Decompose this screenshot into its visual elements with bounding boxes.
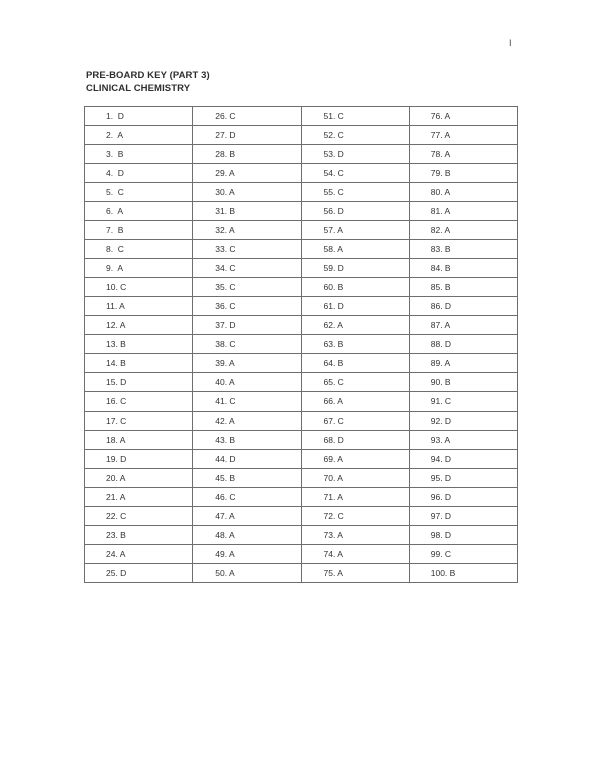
table-row — [85, 354, 518, 373]
answer-text: 10. C — [106, 282, 127, 293]
answer-cell — [409, 411, 517, 430]
answer-text: 8. C — [106, 244, 124, 255]
answer-text: 99. C — [430, 548, 452, 559]
answer-cell — [301, 487, 409, 506]
answer-cell — [409, 468, 517, 487]
answer-text: 17. C — [106, 415, 127, 426]
answer-cell — [193, 202, 301, 221]
answer-cell — [85, 525, 193, 544]
answer-text: 98. D — [430, 529, 452, 540]
answer-cell — [301, 107, 409, 126]
answer-cell — [85, 430, 193, 449]
answer-cell — [301, 373, 409, 392]
answer-text: 60. B — [323, 282, 344, 293]
answer-cell — [85, 449, 193, 468]
answer-cell — [409, 240, 517, 259]
answer-text: 18. A — [106, 434, 126, 445]
answer-cell — [193, 563, 301, 582]
answer-text: 91. C — [430, 396, 452, 407]
answer-cell — [193, 240, 301, 259]
answer-cell — [193, 126, 301, 145]
answer-cell — [409, 202, 517, 221]
answer-text: 42. A — [215, 415, 235, 426]
table-row — [85, 525, 518, 544]
answer-cell — [193, 430, 301, 449]
answer-text: 9. A — [106, 263, 124, 274]
answer-cell — [409, 544, 517, 563]
answer-text: 46. C — [215, 491, 236, 502]
table-row — [85, 183, 518, 202]
answer-cell — [301, 202, 409, 221]
answer-text: 33. C — [215, 244, 236, 255]
answer-cell — [301, 525, 409, 544]
answer-cell — [409, 449, 517, 468]
answer-cell — [85, 335, 193, 354]
table-row — [85, 126, 518, 145]
answer-text: 47. A — [215, 510, 235, 521]
answer-cell — [193, 525, 301, 544]
answer-cell — [301, 506, 409, 525]
answer-text: 19. D — [106, 453, 127, 464]
table-row — [85, 164, 518, 183]
answer-text: 4. D — [106, 168, 124, 179]
answer-text: 52. C — [323, 130, 344, 141]
answer-cell — [409, 145, 517, 164]
answer-text: 84. B — [430, 263, 451, 274]
answer-text: 15. D — [106, 377, 127, 388]
answer-cell — [409, 107, 517, 126]
answer-cell — [409, 164, 517, 183]
table-row — [85, 145, 518, 164]
answer-cell — [301, 126, 409, 145]
answer-cell — [85, 411, 193, 430]
answer-cell — [85, 107, 193, 126]
answer-cell — [193, 183, 301, 202]
answer-text: 61. D — [323, 301, 344, 312]
answer-text: 63. B — [323, 339, 344, 350]
answer-cell — [85, 183, 193, 202]
table-row — [85, 335, 518, 354]
answer-text: 28. B — [215, 149, 236, 160]
answer-cell — [409, 316, 517, 335]
answer-text: 72. C — [323, 510, 344, 521]
answer-text: 100. B — [430, 567, 456, 578]
answer-cell — [409, 506, 517, 525]
answer-text: 7. B — [106, 225, 124, 236]
answer-text: 89. A — [430, 358, 451, 369]
table-row — [85, 107, 518, 126]
table-row — [85, 468, 518, 487]
answer-text: 65. C — [323, 377, 344, 388]
answer-text: 87. A — [430, 320, 451, 331]
answer-cell — [193, 107, 301, 126]
answer-text: 67. C — [323, 415, 344, 426]
answer-cell — [409, 430, 517, 449]
document-title: PRE-BOARD KEY (PART 3) — [86, 70, 210, 81]
answer-cell — [301, 392, 409, 411]
answer-text: 20. A — [106, 472, 126, 483]
answer-text: 12. A — [106, 320, 126, 331]
answer-cell — [193, 164, 301, 183]
answer-text: 22. C — [106, 510, 127, 521]
answer-cell — [193, 373, 301, 392]
answer-cell — [193, 487, 301, 506]
answer-text: 93. A — [430, 434, 451, 445]
page-number: I — [509, 38, 512, 48]
answer-text: 66. A — [323, 396, 343, 407]
answer-cell — [409, 487, 517, 506]
answer-text: 53. D — [323, 149, 344, 160]
answer-text: 3. B — [106, 149, 124, 160]
answer-text: 69. A — [323, 453, 343, 464]
answer-text: 36. C — [215, 301, 236, 312]
answer-cell — [193, 506, 301, 525]
answer-cell — [301, 354, 409, 373]
answer-cell — [301, 468, 409, 487]
answer-text: 70. A — [323, 472, 343, 483]
answer-text: 37. D — [215, 320, 236, 331]
answer-cell — [85, 297, 193, 316]
table-row — [85, 259, 518, 278]
answer-text: 55. C — [323, 187, 344, 198]
answer-cell — [409, 354, 517, 373]
answer-text: 45. B — [215, 472, 236, 483]
answer-cell — [409, 373, 517, 392]
answer-cell — [409, 278, 517, 297]
table-row — [85, 202, 518, 221]
answer-text: 97. D — [430, 510, 452, 521]
answer-text: 41. C — [215, 396, 236, 407]
table-row — [85, 506, 518, 525]
answer-text: 40. A — [215, 377, 235, 388]
answer-text: 39. A — [215, 358, 235, 369]
answer-cell — [409, 221, 517, 240]
answer-cell — [85, 316, 193, 335]
answer-text: 49. A — [215, 548, 235, 559]
answer-text: 27. D — [215, 130, 236, 141]
answer-text: 16. C — [106, 396, 127, 407]
answer-text: 38. C — [215, 339, 236, 350]
answer-cell — [193, 278, 301, 297]
answer-cell — [409, 183, 517, 202]
answer-cell — [193, 544, 301, 563]
answer-text: 29. A — [215, 168, 235, 179]
table-row — [85, 449, 518, 468]
answer-cell — [301, 449, 409, 468]
answer-text: 58. A — [323, 244, 343, 255]
answer-text: 77. A — [430, 130, 451, 141]
answer-text: 54. C — [323, 168, 344, 179]
answer-text: 90. B — [430, 377, 451, 388]
answer-cell — [301, 183, 409, 202]
answer-text: 2. A — [106, 130, 124, 141]
answer-text: 76. A — [430, 111, 451, 122]
answer-text: 68. D — [323, 434, 344, 445]
answer-text: 44. D — [215, 453, 236, 464]
answer-cell — [301, 221, 409, 240]
answer-cell — [301, 278, 409, 297]
table-row — [85, 563, 518, 582]
table-row — [85, 240, 518, 259]
answer-cell — [193, 221, 301, 240]
answer-text: 73. A — [323, 529, 343, 540]
answer-text: 24. A — [106, 548, 126, 559]
answer-cell — [193, 449, 301, 468]
answer-text: 11. A — [106, 301, 125, 312]
answer-text: 30. A — [215, 187, 235, 198]
answer-text: 6. A — [106, 206, 124, 217]
answer-text: 75. A — [323, 567, 343, 578]
answer-cell — [301, 563, 409, 582]
answer-cell — [85, 563, 193, 582]
answer-key-table — [84, 106, 518, 583]
answer-cell — [85, 278, 193, 297]
answer-cell — [409, 335, 517, 354]
answer-text: 74. A — [323, 548, 343, 559]
answer-cell — [301, 259, 409, 278]
answer-text: 56. D — [323, 206, 344, 217]
answer-cell — [409, 259, 517, 278]
answer-text: 80. A — [430, 187, 451, 198]
answer-cell — [301, 411, 409, 430]
answer-cell — [409, 525, 517, 544]
answer-text: 34. C — [215, 263, 236, 274]
answer-text: 95. D — [430, 472, 452, 483]
answer-cell — [193, 335, 301, 354]
answer-cell — [85, 354, 193, 373]
answer-text: 26. C — [215, 111, 236, 122]
answer-text: 86. D — [430, 301, 452, 312]
answer-text: 50. A — [215, 567, 235, 578]
answer-cell — [193, 468, 301, 487]
answer-cell — [193, 354, 301, 373]
table-row — [85, 411, 518, 430]
answer-text: 96. D — [430, 491, 452, 502]
answer-cell — [85, 259, 193, 278]
answer-cell — [85, 468, 193, 487]
answer-cell — [85, 221, 193, 240]
answer-text: 31. B — [215, 206, 236, 217]
answer-cell — [301, 297, 409, 316]
table-row — [85, 297, 518, 316]
answer-cell — [301, 164, 409, 183]
answer-text: 78. A — [430, 149, 451, 160]
answer-text: 59. D — [323, 263, 344, 274]
answer-text: 71. A — [323, 491, 343, 502]
answer-text: 5. C — [106, 187, 124, 198]
answer-text: 13. B — [106, 339, 126, 350]
answer-text: 82. A — [430, 225, 451, 236]
answer-cell — [193, 316, 301, 335]
answer-cell — [193, 392, 301, 411]
answer-text: 94. D — [430, 453, 452, 464]
answer-text: 48. A — [215, 529, 235, 540]
answer-cell — [409, 297, 517, 316]
answer-text: 85. B — [430, 282, 451, 293]
answer-text: 64. B — [323, 358, 344, 369]
answer-cell — [85, 392, 193, 411]
answer-cell — [85, 487, 193, 506]
answer-cell — [301, 335, 409, 354]
table-row — [85, 373, 518, 392]
document-header — [86, 69, 210, 95]
answer-text: 14. B — [106, 358, 126, 369]
answer-text: 81. A — [430, 206, 451, 217]
answer-cell — [193, 145, 301, 164]
answer-text: 51. C — [323, 111, 344, 122]
answer-cell — [193, 297, 301, 316]
answer-text: 23. B — [106, 529, 126, 540]
answer-text: 62. A — [323, 320, 343, 331]
table-row — [85, 392, 518, 411]
table-row — [85, 544, 518, 563]
answer-cell — [301, 240, 409, 259]
answer-text: 79. B — [430, 168, 451, 179]
table-row — [85, 278, 518, 297]
answer-cell — [301, 316, 409, 335]
answer-text: 1. D — [106, 111, 124, 122]
answer-text: 32. A — [215, 225, 235, 236]
answer-cell — [85, 544, 193, 563]
answer-cell — [85, 145, 193, 164]
answer-cell — [409, 563, 517, 582]
document-subtitle: CLINICAL CHEMISTRY — [86, 83, 191, 94]
answer-text: 57. A — [323, 225, 343, 236]
answer-text: 35. C — [215, 282, 236, 293]
table-row — [85, 487, 518, 506]
answer-cell — [301, 145, 409, 164]
answer-cell — [301, 544, 409, 563]
answer-text: 21. A — [106, 491, 126, 502]
answer-cell — [85, 202, 193, 221]
answer-text: 43. B — [215, 434, 236, 445]
answer-cell — [85, 164, 193, 183]
answer-text: 92. D — [430, 415, 452, 426]
answer-cell — [193, 259, 301, 278]
answer-cell — [193, 411, 301, 430]
answer-cell — [85, 506, 193, 525]
answer-cell — [85, 373, 193, 392]
table-row — [85, 316, 518, 335]
answer-key-body — [85, 107, 518, 583]
answer-cell — [85, 126, 193, 145]
answer-cell — [409, 126, 517, 145]
answer-cell — [301, 430, 409, 449]
answer-text: 88. D — [430, 339, 452, 350]
table-row — [85, 221, 518, 240]
answer-cell — [85, 240, 193, 259]
answer-text: 83. B — [430, 244, 451, 255]
table-row — [85, 430, 518, 449]
answer-cell — [409, 392, 517, 411]
answer-text: 25. D — [106, 567, 127, 578]
